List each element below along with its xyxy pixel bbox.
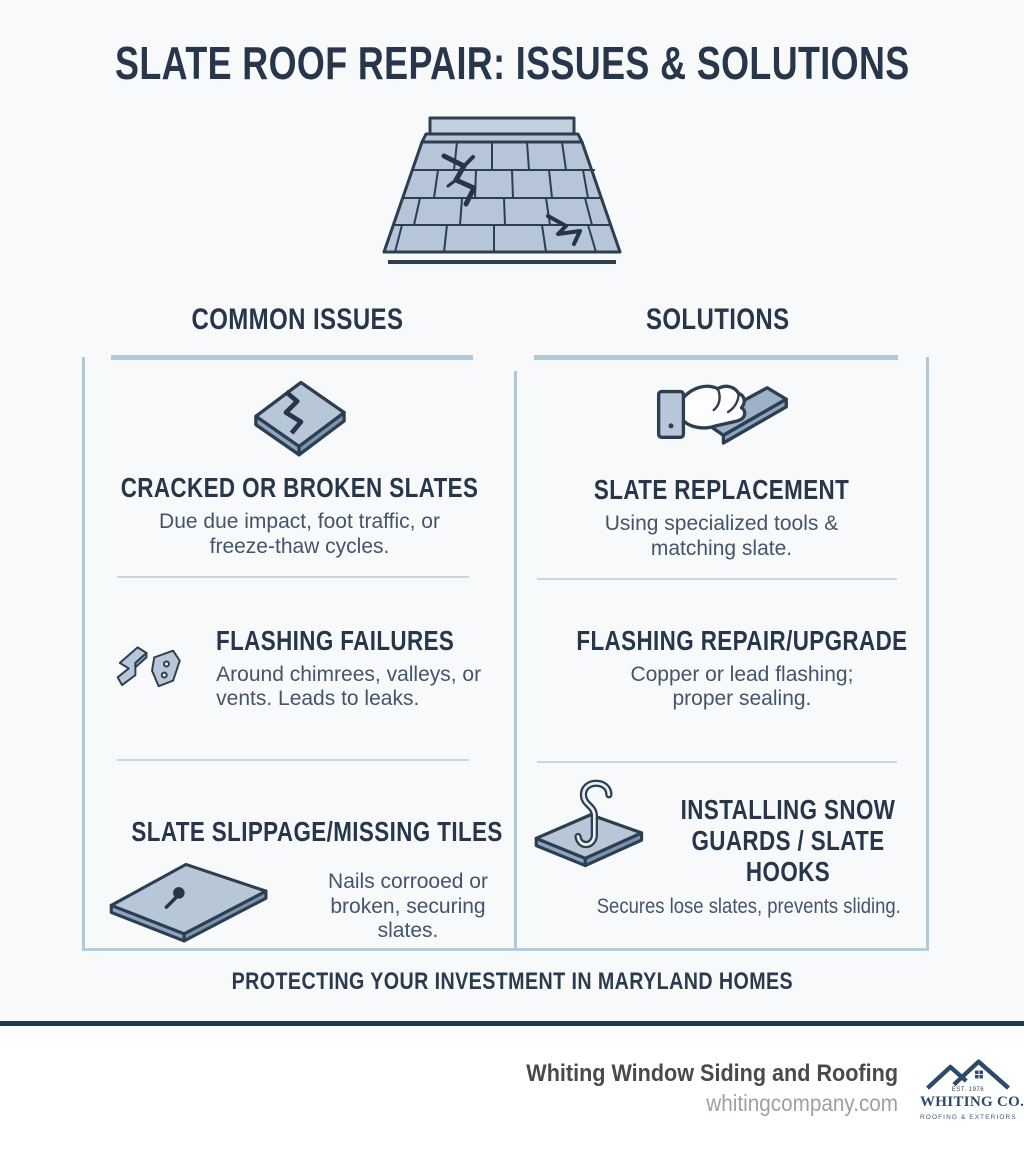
solution-title: FLASHING REPAIR/UPGRADE: [576, 624, 908, 656]
solution-slate-replacement-cell: [517, 363, 926, 575]
damaged-roof-illustration: [352, 110, 672, 276]
issue-title: FLASHING FAILURES: [216, 624, 455, 656]
company-logo: [920, 1056, 1024, 1121]
roof-ridge-cap: [430, 118, 574, 134]
issues-solutions-table: [82, 357, 929, 951]
logo-est-label: EST. 1976: [951, 1087, 985, 1093]
slate-tile-nail-icon: [97, 852, 282, 948]
company-name: Whiting Window Siding and Roofing: [526, 1060, 898, 1087]
issues-header-underline: [111, 355, 473, 360]
page-title: [0, 36, 1024, 90]
logo-subtitle: ROOFING & EXTERIORS: [920, 1114, 1017, 1121]
solution-description: Copper or lead flashing; proper sealing.: [630, 662, 854, 711]
solution-description: Secures lose slates, prevents sliding.: [596, 895, 902, 919]
website-url: whitingcompany.com: [706, 1090, 898, 1116]
icon-box: [529, 771, 647, 888]
issue-description: Nails corrooed or broken, securing slates.: [328, 869, 488, 943]
logo-name: WHITING CO.: [920, 1094, 1024, 1110]
flashing-pieces-icon: [111, 613, 194, 725]
solution-title: INSTALLING SNOW GUARDS / SLATE HOOKS: [680, 794, 896, 887]
slate-hook-icon: [529, 771, 647, 883]
solution-snow-guards-cell: [517, 761, 926, 948]
issue-title: SLATE SLIPPAGE/MISSING TILES: [131, 816, 503, 847]
issue-slate-slippage-cell: [85, 761, 514, 948]
solution-title: SLATE REPLACEMENT: [593, 474, 850, 505]
icon-box: [97, 852, 282, 953]
row-divider: [117, 576, 469, 578]
solution-flashing-repair-cell: [517, 581, 926, 757]
row-divider: [537, 578, 897, 580]
solutions-header-underline: [534, 355, 898, 360]
issue-description: Around chimrees, valleys, or vents. Leads to leaks.: [216, 662, 482, 711]
issue-description: Due due impact, foot traffic, or freeze-thaw cycles.: [159, 509, 440, 558]
issue-flashing-failures-cell: [85, 581, 514, 757]
footer: [0, 1026, 1024, 1154]
page-title-text: SLATE ROOF REPAIR: ISSUES & SOLUTIONS: [114, 37, 910, 89]
common-issues-header: COMMON ISSUES: [191, 303, 404, 336]
issue-title: CRACKED OR BROKEN SLATES: [120, 472, 479, 503]
solutions-header: SOLUTIONS: [646, 303, 790, 336]
tagline: PROTECTING YOUR INVESTMENT IN MARYLAND HOMES: [231, 968, 793, 995]
issue-cracked-slates-cell: [85, 363, 514, 575]
hand-holding-slate-icon: [644, 363, 799, 463]
solution-description: Using specialized tools & matching slate.: [604, 511, 839, 560]
cracked-slate-icon: [239, 363, 361, 463]
